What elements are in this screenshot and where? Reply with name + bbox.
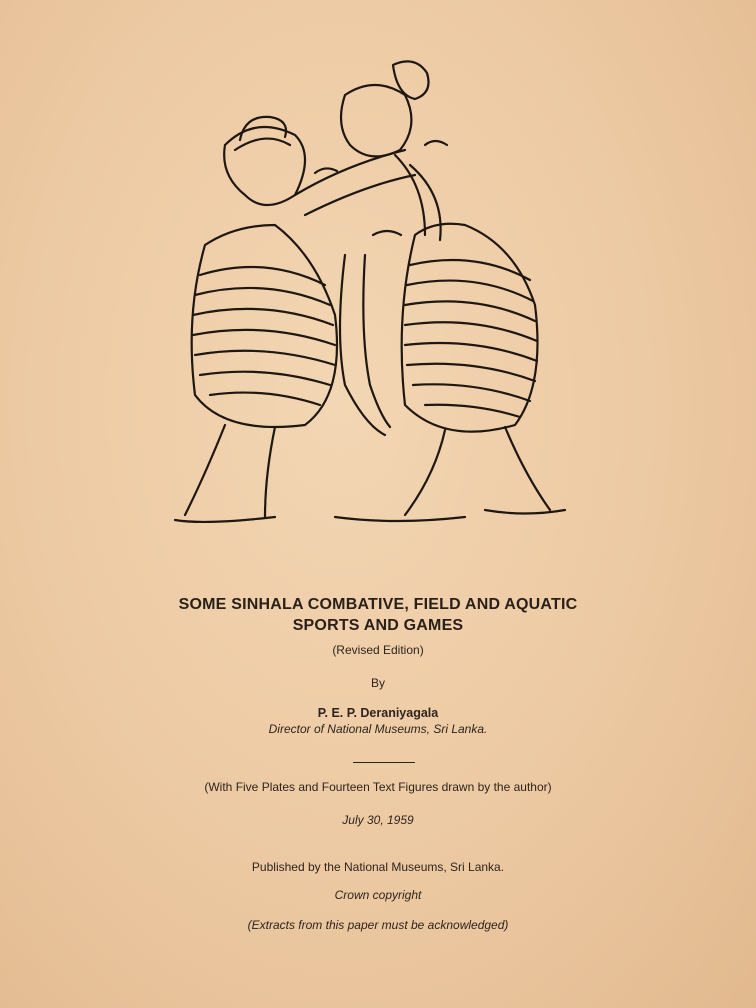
- title-line-1: SOME SINHALA COMBATIVE, FIELD AND AQUATIC: [178, 596, 578, 613]
- publication-date: July 30, 1959: [342, 813, 414, 827]
- title-line-2: SPORTS AND GAMES: [292, 617, 464, 634]
- plates-note: (With Five Plates and Fourteen Text Figures drawn by the author): [204, 780, 552, 794]
- copyright-line: Crown copyright: [334, 888, 422, 902]
- author-role: Director of National Museums, Sri Lanka.: [268, 722, 488, 736]
- author-name: P. E. P. Deraniyagala: [317, 706, 439, 720]
- by-label: By: [370, 676, 385, 690]
- edition-label: (Revised Edition): [332, 643, 424, 657]
- extracts-note: (Extracts from this paper must be acknowledged): [247, 918, 509, 932]
- section-divider: [353, 762, 415, 763]
- wrestlers-illustration: [165, 55, 575, 535]
- document-title: [0, 594, 756, 636]
- publisher-line: Published by the National Museums, Sri Lanka.: [251, 860, 505, 874]
